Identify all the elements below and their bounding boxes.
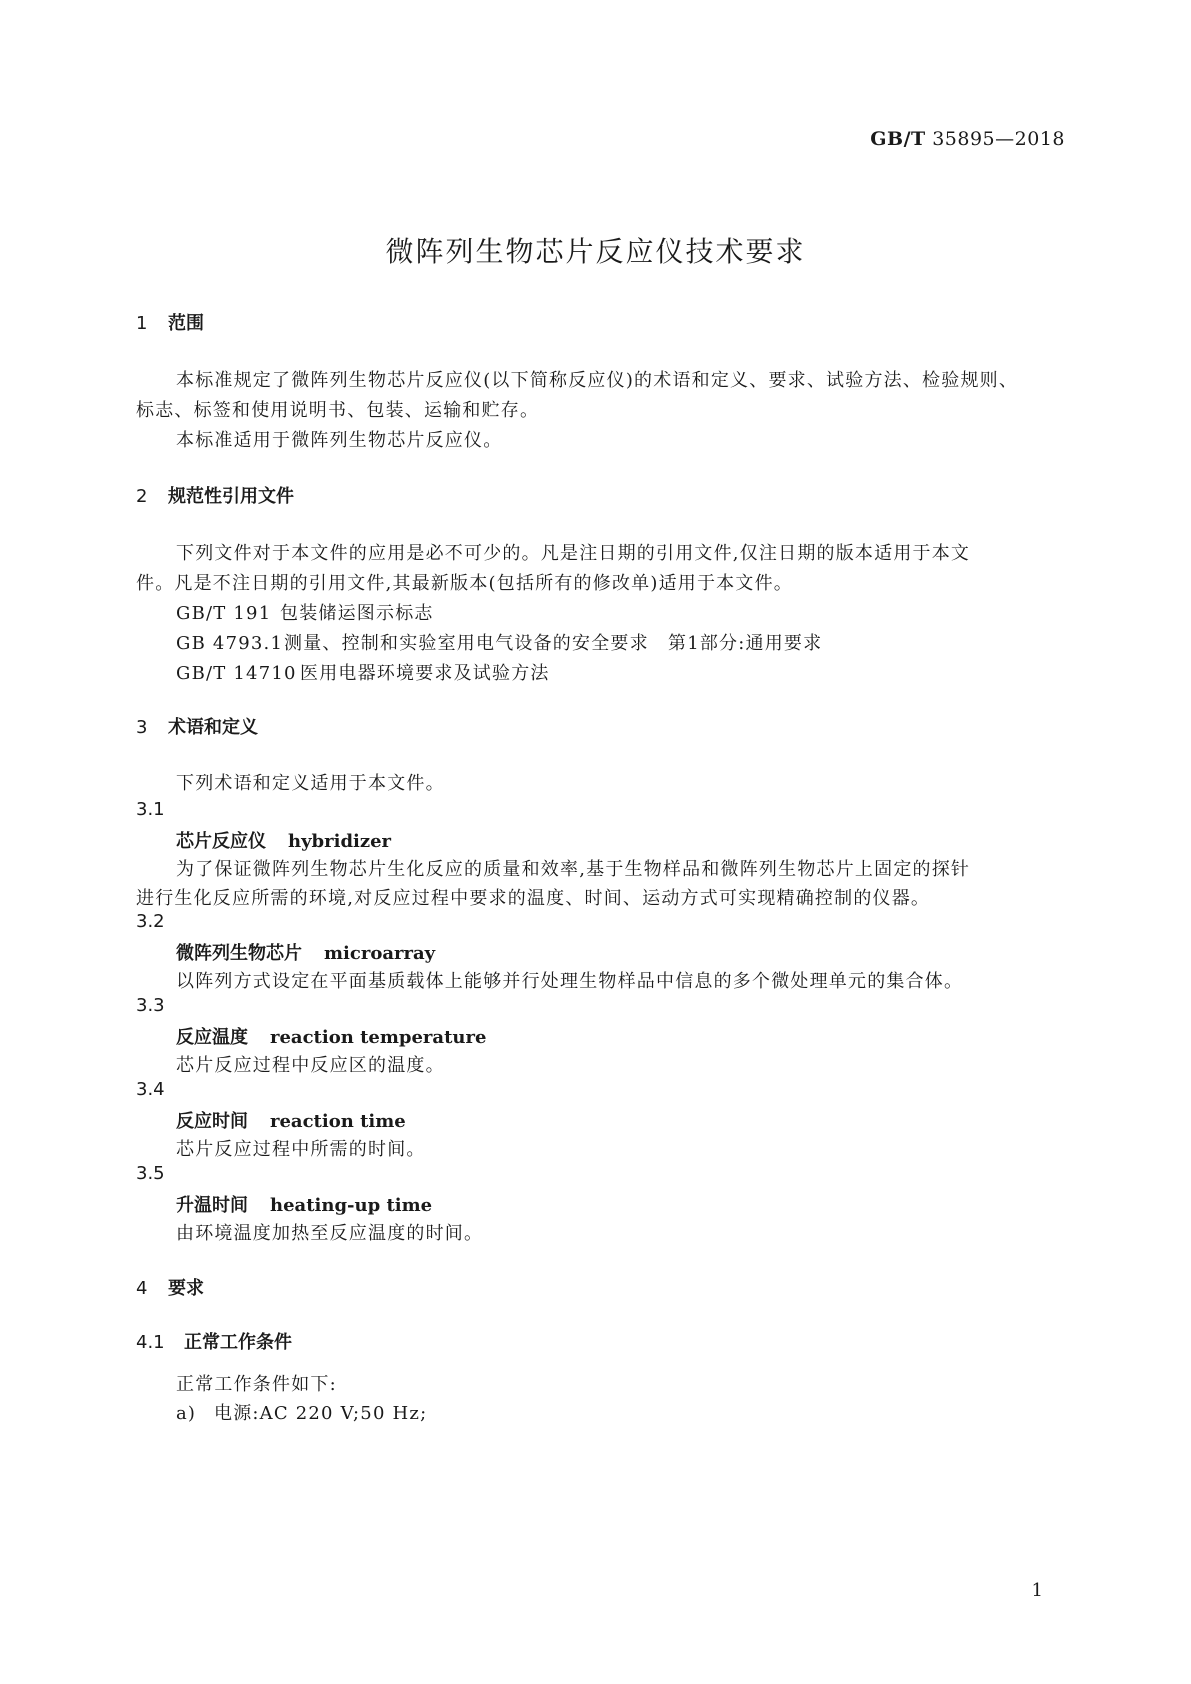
- reference-title: 测量、控制和实验室用电气设备的安全要求 第1部分:通用要求: [284, 633, 823, 654]
- section-1-heading: [136, 309, 204, 335]
- term-number: 3.1: [136, 799, 165, 820]
- reference-item: [176, 629, 822, 655]
- paragraph: 正常工作条件如下:: [176, 1374, 337, 1395]
- reference-title: 包装储运图示标志: [280, 603, 434, 624]
- document-title: 微阵列生物芯片反应仪技术要求: [385, 235, 806, 268]
- section-number: 4: [136, 1278, 148, 1299]
- term-english: hybridizer: [288, 831, 392, 852]
- term-definition: 芯片反应过程中所需的时间。: [176, 1139, 426, 1160]
- term-heading: [176, 1191, 432, 1217]
- reference-code: GB/T 191: [176, 603, 272, 624]
- term-definition: 由环境温度加热至反应温度的时间。: [176, 1223, 484, 1244]
- standard-number: 35895—2018: [932, 128, 1065, 150]
- term-heading: [176, 1023, 486, 1049]
- term-heading: [176, 1107, 406, 1133]
- section-title: 规范性引用文件: [168, 486, 294, 507]
- term-english: reaction temperature: [270, 1027, 487, 1048]
- reference-code: GB/T 14710: [176, 663, 297, 684]
- term-chinese: 反应温度: [176, 1027, 248, 1048]
- list-item-text: 电源:AC 220 V;50 Hz;: [214, 1403, 428, 1424]
- section-number: 1: [136, 313, 148, 334]
- section-title: 范围: [168, 313, 204, 334]
- term-english: reaction time: [270, 1111, 406, 1132]
- term-number: 3.2: [136, 911, 165, 932]
- paragraph: 下列文件对于本文件的应用是必不可少的。凡是注日期的引用文件,仅注日期的版本适用于本文: [176, 543, 971, 564]
- standard-prefix: GB/T: [870, 128, 926, 150]
- reference-title: 医用电器环境要求及试验方法: [300, 663, 550, 684]
- term-number: 3.5: [136, 1163, 165, 1184]
- reference-item: [176, 659, 550, 685]
- paragraph: 下列术语和定义适用于本文件。: [176, 773, 445, 794]
- paragraph: 本标准规定了微阵列生物芯片反应仪(以下简称反应仪)的术语和定义、要求、试验方法、检验规则、: [176, 370, 1019, 391]
- paragraph: 本标准适用于微阵列生物芯片反应仪。: [176, 430, 503, 451]
- paragraph: 件。凡是不注日期的引用文件,其最新版本(包括所有的修改单)适用于本文件。: [136, 573, 793, 594]
- list-marker: a): [176, 1403, 197, 1424]
- term-definition: 芯片反应过程中反应区的温度。: [176, 1055, 445, 1076]
- term-definition: 为了保证微阵列生物芯片生化反应的质量和效率,基于生物样品和微阵列生物芯片上固定的探针: [176, 859, 971, 880]
- section-2-heading: [136, 482, 294, 508]
- section-title: 术语和定义: [168, 717, 258, 738]
- section-4-heading: [136, 1274, 204, 1300]
- term-definition: 以阵列方式设定在平面基质载体上能够并行处理生物样品中信息的多个微处理单元的集合体。: [176, 971, 964, 992]
- section-title: 要求: [168, 1278, 204, 1299]
- term-english: microarray: [324, 943, 436, 964]
- term-definition: 进行生化反应所需的环境,对反应过程中要求的温度、时间、运动方式可实现精确控制的仪器。: [136, 888, 931, 909]
- section-number: 2: [136, 486, 148, 507]
- section-3-heading: [136, 713, 258, 739]
- term-chinese: 芯片反应仪: [176, 831, 266, 852]
- page-number: 1: [1031, 1580, 1043, 1601]
- subsection-title: 正常工作条件: [184, 1332, 292, 1353]
- term-chinese: 反应时间: [176, 1111, 248, 1132]
- subsection-4-1-heading: [136, 1328, 292, 1354]
- standard-code: [870, 128, 1065, 150]
- subsection-number: 4.1: [136, 1332, 165, 1353]
- term-chinese: 升温时间: [176, 1195, 248, 1216]
- term-english: heating-up time: [270, 1195, 433, 1216]
- term-heading: [176, 939, 435, 965]
- reference-item: [176, 599, 434, 625]
- term-number: 3.4: [136, 1079, 165, 1100]
- section-number: 3: [136, 717, 148, 738]
- paragraph: 标志、标签和使用说明书、包装、运输和贮存。: [136, 400, 540, 421]
- term-chinese: 微阵列生物芯片: [176, 943, 302, 964]
- reference-code: GB 4793.1: [176, 633, 284, 654]
- term-number: 3.3: [136, 995, 165, 1016]
- list-item: [176, 1399, 427, 1425]
- term-heading: [176, 827, 391, 853]
